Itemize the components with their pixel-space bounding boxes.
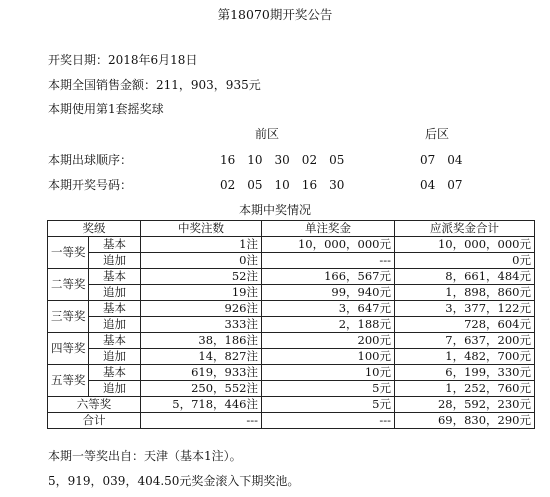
page-title: 第18070期开奖公告 — [217, 7, 333, 22]
prize-type-cell: 基本 — [89, 301, 141, 317]
prize-total-cell: 28，592，230元 — [395, 397, 535, 413]
prize-count-cell: 19注 — [141, 285, 262, 301]
prize-table — [47, 220, 535, 429]
prize-type-cell: 基本 — [89, 365, 141, 381]
prize-type-cell: 基本 — [89, 333, 141, 349]
prize-count-cell: 926注 — [141, 301, 262, 317]
table-row — [48, 237, 535, 253]
prize-total-cell: 728，604元 — [395, 317, 535, 333]
total-count-cell: --- — [141, 413, 262, 429]
winning-numbers-front: 02 05 10 16 30 — [220, 178, 345, 192]
total-sum-cell: 69，830，290元 — [395, 413, 535, 429]
table-row — [48, 317, 535, 333]
table-row — [48, 349, 535, 365]
header-total: 应派奖金合计 — [395, 221, 535, 237]
table-row — [48, 381, 535, 397]
draw-order-back: 07 04 — [420, 153, 463, 167]
table-row — [48, 253, 535, 269]
sales-amount: 本期全国销售金额：211，903，935元 — [48, 78, 261, 92]
prize-total-cell: 10，000，000元 — [395, 237, 535, 253]
prize-level-cell: 六等奖 — [48, 397, 141, 413]
prize-total-cell: 8，661，484元 — [395, 269, 535, 285]
prize-count-cell: 52注 — [141, 269, 262, 285]
prize-amount-cell: 99，940元 — [262, 285, 395, 301]
prize-count-cell: 619，933注 — [141, 365, 262, 381]
prize-total-cell: 3，377，122元 — [395, 301, 535, 317]
jackpot-rollover-note: 5，919，039，404.50元奖金滚入下期奖池。 — [48, 474, 300, 488]
prize-type-cell: 追加 — [89, 253, 141, 269]
draw-date: 开奖日期：2018年6月18日 — [48, 53, 198, 67]
prize-total-cell: 6，199，330元 — [395, 365, 535, 381]
winning-numbers-label: 本期开奖号码： — [48, 178, 133, 192]
prize-type-cell: 追加 — [89, 285, 141, 301]
prize-level-cell: 三等奖 — [48, 301, 89, 333]
header-amount: 单注奖金 — [262, 221, 395, 237]
winning-numbers-back: 04 07 — [420, 178, 463, 192]
table-row — [48, 397, 535, 413]
prize-total-cell: 7，637，200元 — [395, 333, 535, 349]
prize-count-cell: 14，827注 — [141, 349, 262, 365]
table-row — [48, 301, 535, 317]
header-count: 中奖注数 — [141, 221, 262, 237]
table-header-row — [48, 221, 535, 237]
prize-type-cell: 追加 — [89, 381, 141, 397]
prize-amount-cell: 166，567元 — [262, 269, 395, 285]
front-zone-label: 前区 — [255, 127, 280, 141]
prize-type-cell: 追加 — [89, 317, 141, 333]
prize-amount-cell: 10，000，000元 — [262, 237, 395, 253]
prize-amount-cell: 100元 — [262, 349, 395, 365]
prize-count-cell: 250，552注 — [141, 381, 262, 397]
prize-type-cell: 追加 — [89, 349, 141, 365]
prize-type-cell: 基本 — [89, 237, 141, 253]
prize-count-cell: 0注 — [141, 253, 262, 269]
prize-amount-cell: 2，188元 — [262, 317, 395, 333]
table-row — [48, 269, 535, 285]
prize-level-cell: 二等奖 — [48, 269, 89, 301]
table-row — [48, 285, 535, 301]
prize-level-cell: 四等奖 — [48, 333, 89, 365]
header-level: 奖级 — [48, 221, 141, 237]
prize-amount-cell: 5元 — [262, 397, 395, 413]
prize-count-cell: 5，718，446注 — [141, 397, 262, 413]
prize-total-cell: 1，482，700元 — [395, 349, 535, 365]
prize-count-cell: 333注 — [141, 317, 262, 333]
back-zone-label: 后区 — [425, 127, 450, 141]
prize-amount-cell: 10元 — [262, 365, 395, 381]
prize-total-cell: 1，252，760元 — [395, 381, 535, 397]
draw-order-front: 16 10 30 02 05 — [220, 153, 345, 167]
table-row — [48, 333, 535, 349]
total-amount-cell: --- — [262, 413, 395, 429]
draw-order-label: 本期出球顺序： — [48, 153, 133, 167]
prize-amount-cell: 5元 — [262, 381, 395, 397]
table-total-row — [48, 413, 535, 429]
prize-level-cell: 一等奖 — [48, 237, 89, 269]
prize-level-cell: 五等奖 — [48, 365, 89, 397]
ball-set-note: 本期使用第1套摇奖球 — [48, 102, 164, 116]
first-prize-origin-note: 本期一等奖出自：天津（基本1注）。 — [48, 449, 242, 463]
prize-total-cell: 0元 — [395, 253, 535, 269]
prize-amount-cell: 200元 — [262, 333, 395, 349]
prize-total-cell: 1，898，860元 — [395, 285, 535, 301]
prize-table-container — [47, 220, 534, 429]
table-row — [48, 365, 535, 381]
prize-type-cell: 基本 — [89, 269, 141, 285]
total-label-cell: 合计 — [48, 413, 141, 429]
prize-count-cell: 38，186注 — [141, 333, 262, 349]
prize-amount-cell: --- — [262, 253, 395, 269]
table-title: 本期中奖情况 — [238, 203, 311, 217]
prize-amount-cell: 3，647元 — [262, 301, 395, 317]
prize-count-cell: 1注 — [141, 237, 262, 253]
